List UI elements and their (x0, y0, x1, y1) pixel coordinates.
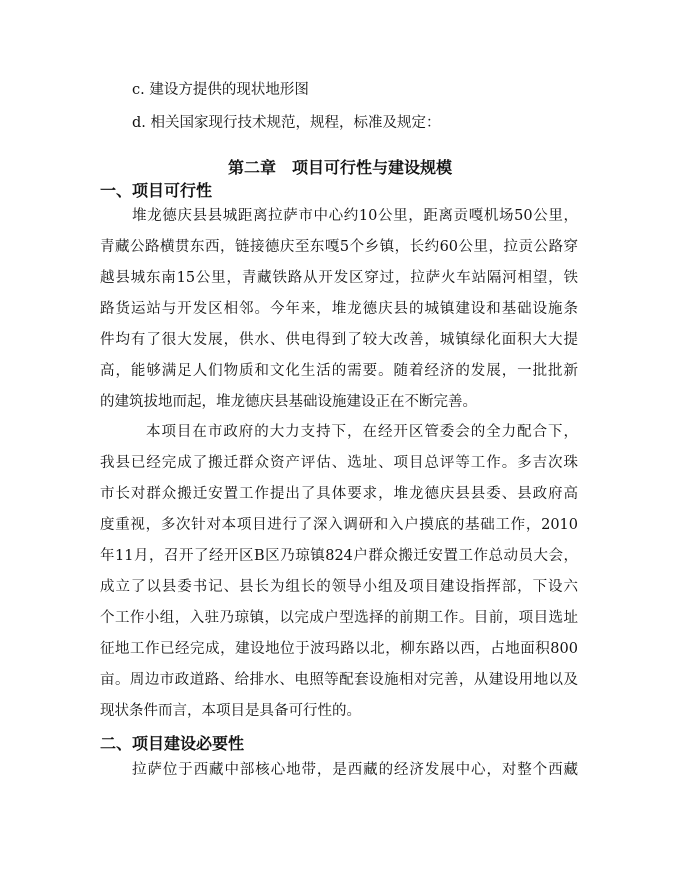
section-heading-feasibility: 一、项目可行性 (100, 181, 213, 200)
paragraph-line: 本项目在市政府的大力支持下，在经开区管委会的全力配合下， (146, 424, 578, 440)
paragraph-line: 现状条件而言，本项目是具备可行性的。 (100, 703, 361, 719)
paragraph-line: 拉萨位于西藏中部核心地带，是西藏的经济发展中心，对整个西藏 (132, 762, 578, 778)
paragraph-line: 我县已经完成了搬迁群众资产评估、选址、项目总评等工作。多吉次珠 (100, 455, 578, 471)
paragraph-line: 堆龙德庆县县城距离拉萨市中心约10公里，距离贡嘎机场50公里， (132, 208, 578, 224)
list-item-d (132, 113, 441, 133)
list-item-text: 相关国家现行技术规范，规程，标准及规定： (150, 115, 441, 131)
paragraph-line: 的建筑拔地而起，堆龙德庆县基础设施建设正在不断完善。 (100, 394, 477, 410)
paragraph-feasibility-1 (100, 201, 578, 418)
paragraph-line: 高，能够满足人们物质和文化生活的需要。随着经济的发展，一批批新 (100, 363, 578, 379)
list-marker: c. (132, 82, 145, 98)
paragraph-line: 路货运站与开发区相邻。今年来，堆龙德庆县的城镇建设和基础设施条 (100, 301, 578, 317)
paragraph-line: 市长对群众搬迁安置工作提出了具体要求，堆龙德庆县县委、县政府高 (100, 486, 578, 502)
paragraph-line: 年11月，召开了经开区B区乃琼镇824户群众搬迁安置工作总动员大会， (100, 548, 578, 564)
section-heading-necessity: 二、项目建设必要性 (100, 734, 245, 753)
chapter-title: 第二章 项目可行性与建设规模 (227, 158, 452, 177)
list-marker: d. (132, 115, 146, 131)
paragraph-line: 件均有了很大发展，供水、供电得到了较大改善，城镇绿化面积大大提 (100, 332, 578, 348)
paragraph-line: 度重视，多次针对本项目进行了深入调研和入户摸底的基础工作，2010 (100, 517, 578, 533)
paragraph-line: 个工作小组，入驻乃琼镇，以完成户型选择的前期工作。目前，项目选址 (100, 610, 578, 626)
paragraph-line: 青藏公路横贯东西，链接德庆至东嘎5个乡镇，长约60公里，拉贡公路穿 (100, 239, 578, 255)
list-item-c (132, 80, 309, 100)
paragraph-feasibility-2 (100, 417, 578, 727)
paragraph-line: 亩。周边市政道路、给排水、电照等配套设施相对完善，从建设用地以及 (100, 672, 578, 688)
paragraph-line: 成立了以县委书记、县长为组长的领导小组及项目建设指挥部，下设六 (100, 579, 578, 595)
paragraph-line: 越县城东南15公里，青藏铁路从开发区穿过，拉萨火车站隔河相望，铁 (100, 270, 578, 286)
paragraph-necessity-1 (100, 755, 578, 786)
paragraph-line: 征地工作已经完成，建设地位于波玛路以北，柳东路以西，占地面积800 (100, 641, 578, 657)
list-item-text: 建设方提供的现状地形图 (149, 82, 309, 98)
